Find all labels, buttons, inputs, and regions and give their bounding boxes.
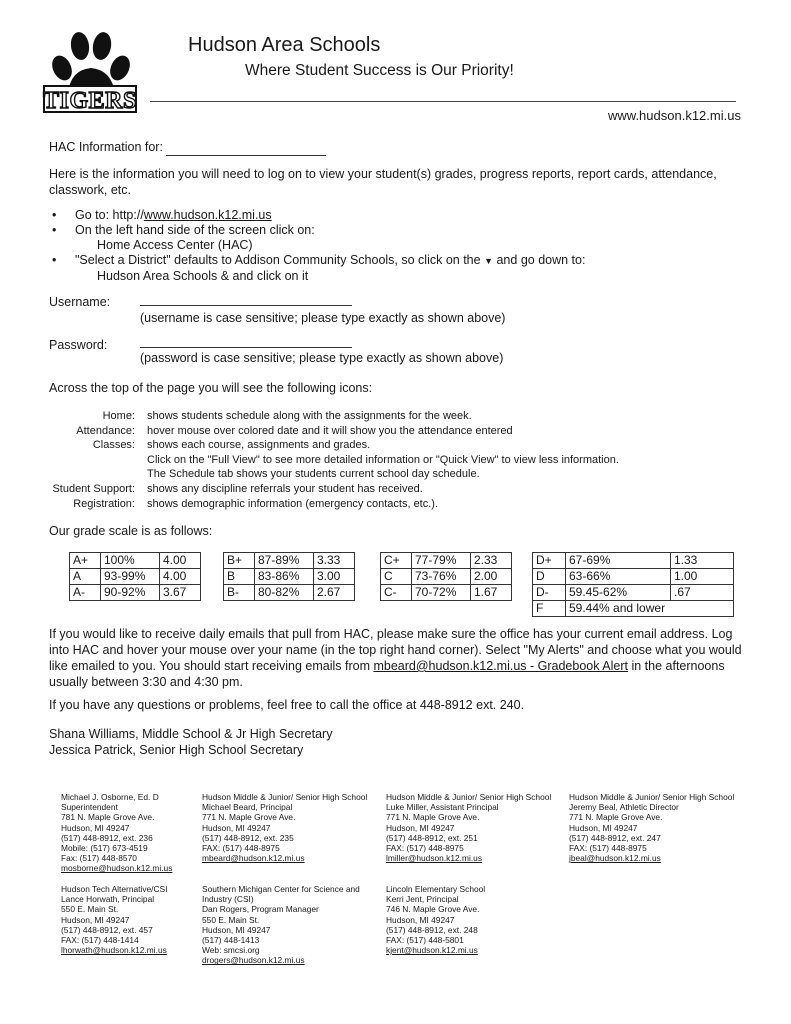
grade-letter: F <box>533 601 566 617</box>
grade-range: 90-92% <box>101 585 160 601</box>
icon-desc: shows any discipline referrals your student has received. <box>147 482 423 495</box>
contact-line: Web: smcsi.org <box>202 945 260 956</box>
signature-block <box>49 726 332 758</box>
dropdown-arrow-icon: ▼ <box>484 256 493 266</box>
hac-info-label: HAC Information for: <box>49 140 163 154</box>
grade-points: .67 <box>671 585 734 601</box>
grade-range: 100% <box>101 553 160 569</box>
school-name-title: Hudson Area Schools <box>188 34 381 56</box>
grade-letter: A+ <box>70 553 101 569</box>
grade-range: 67-69% <box>566 553 671 569</box>
left-side-text: On the left hand side of the screen click on: <box>75 223 315 237</box>
password-note: (password is case sensitive; please type exactly as shown above) <box>140 351 504 365</box>
contact-line: Kerri Jent, Principal <box>386 894 459 905</box>
questions-paragraph: If you have any questions or problems, feel free to call the office at 448-8912 ext. 240. <box>49 698 525 712</box>
grade-letter: B- <box>224 585 255 601</box>
grade-points: 4.00 <box>160 553 201 569</box>
contact-line: Hudson Middle & Junior/ Senior High School <box>569 792 735 802</box>
contact-email-link[interactable]: mosborne@hudson.k12.mi.us <box>61 863 173 874</box>
contact-superintendent <box>61 792 201 874</box>
step-goto <box>49 208 585 223</box>
contact-line: 771 N. Maple Grove Ave. <box>569 812 663 823</box>
icon-row-student-support <box>49 482 619 497</box>
icons-intro: Across the top of the page you will see the following icons: <box>49 381 373 395</box>
grade-letter: A- <box>70 585 101 601</box>
grade-letter: A <box>70 569 101 585</box>
contact-line: Southern Michigan Center for Science and <box>202 884 360 894</box>
contact-line: Michael Beard, Principal <box>202 802 293 813</box>
contact-lhorwath <box>61 884 201 955</box>
contact-email-link[interactable]: kjent@hudson.k12.mi.us <box>386 945 478 956</box>
table-row <box>533 553 734 569</box>
grade-points: 1.33 <box>671 553 734 569</box>
contact-line: Mobile: (517) 673-4519 <box>61 843 148 854</box>
tagline: Where Student Success is Our Priority! <box>245 62 514 79</box>
grade-table-b <box>223 552 355 601</box>
grade-points: 1.00 <box>671 569 734 585</box>
contact-line: 771 N. Maple Grove Ave. <box>202 812 296 823</box>
icon-row-registration <box>49 497 619 512</box>
gradebook-alert-link[interactable]: mbeard@hudson.k12.mi.us - Gradebook Alert <box>373 659 628 673</box>
contact-line: (517) 448-8912, ext. 236 <box>61 832 153 843</box>
icon-desc: shows students schedule along with the assignments for the week. <box>147 410 472 422</box>
icon-label: Registration: <box>73 497 135 510</box>
contact-line: Hudson, MI 49247 <box>386 914 455 925</box>
grade-range: 93-99% <box>101 569 160 585</box>
contact-drogers <box>202 884 382 966</box>
contact-line: (517) 448-8912, ext. 235 <box>202 832 294 843</box>
hudson-link[interactable]: www.hudson.k12.mi.us <box>143 208 272 222</box>
grade-points: 2.33 <box>471 553 512 569</box>
contact-lmiller <box>386 792 566 863</box>
grade-scale-intro: Our grade scale is as follows: <box>49 524 213 538</box>
grade-table-d <box>532 552 734 617</box>
icon-row-classes <box>49 438 619 453</box>
table-row <box>381 553 512 569</box>
contact-email-link[interactable]: mbeard@hudson.k12.mi.us <box>202 853 305 864</box>
grade-points: 3.67 <box>160 585 201 601</box>
select-district-text-b: and go down to: <box>496 253 586 267</box>
contact-email-link[interactable]: drogers@hudson.k12.mi.us <box>202 955 305 966</box>
table-row <box>70 553 201 569</box>
grade-table-c <box>380 552 512 601</box>
grade-range: 70-72% <box>412 585 471 601</box>
grade-range: 63-66% <box>566 569 671 585</box>
tigers-logo <box>40 24 140 124</box>
grade-letter: C <box>381 569 412 585</box>
contact-email-link[interactable]: jbeal@hudson.k12.mi.us <box>569 853 661 864</box>
table-row <box>533 569 734 585</box>
signature-line: Shana Williams, Middle School & Jr High Secretary <box>49 727 333 741</box>
contact-line: Luke Miller, Assistant Principal <box>386 802 499 813</box>
icon-label <box>49 467 147 482</box>
contact-kjent <box>386 884 566 955</box>
grade-letter: C- <box>381 585 412 601</box>
icon-label: Home: <box>102 410 135 422</box>
grade-letter: B <box>224 569 255 585</box>
grade-points: 3.00 <box>314 569 355 585</box>
contact-line: 550 E. Main St. <box>61 904 119 915</box>
hac-info-blank <box>166 139 326 156</box>
table-row <box>70 569 201 585</box>
header-divider <box>150 101 736 102</box>
hac-info-for <box>49 139 326 156</box>
contact-line: Lance Horwath, Principal <box>61 894 155 905</box>
grade-letter: C+ <box>381 553 412 569</box>
grade-table-a <box>69 552 201 601</box>
hac-text: Home Access Center (HAC) <box>97 238 253 252</box>
contact-line: Industry (CSI) <box>202 894 254 905</box>
login-steps-list <box>49 208 585 284</box>
website-url[interactable]: www.hudson.k12.mi.us <box>608 108 741 123</box>
contact-line: (517) 448-8912, ext. 247 <box>569 832 661 843</box>
contact-line: Dan Rogers, Program Manager <box>202 904 319 915</box>
icon-label: Classes: <box>92 439 135 452</box>
contact-line: Hudson, MI 49247 <box>61 822 130 833</box>
logo-text: TIGERS <box>43 88 137 114</box>
grade-letter: D+ <box>533 553 566 569</box>
table-row <box>224 569 355 585</box>
signature-line: Jessica Patrick, Senior High School Secretary <box>49 743 304 757</box>
icon-label: Student Support: <box>52 482 135 495</box>
table-row <box>224 585 355 601</box>
contact-line: FAX: (517) 448-8975 <box>386 843 464 854</box>
grade-points: 3.33 <box>314 553 355 569</box>
step-select-district <box>49 253 585 284</box>
icon-label <box>49 453 147 468</box>
step-left-side <box>49 223 585 253</box>
contact-line: Hudson Middle & Junior/ Senior High School <box>386 792 552 802</box>
contact-line: Hudson, MI 49247 <box>386 822 455 833</box>
table-row <box>224 553 355 569</box>
grade-points: 4.00 <box>160 569 201 585</box>
contact-line: Michael J. Osborne, Ed. D <box>61 792 159 802</box>
table-row <box>381 569 512 585</box>
contact-line: (517) 448-1413 <box>202 935 260 946</box>
icons-description-list <box>49 409 619 511</box>
table-row <box>70 585 201 601</box>
grade-range: 80-82% <box>255 585 314 601</box>
icon-desc: shows demographic information (emergency contacts, etc.). <box>147 497 439 510</box>
email-text: If you would like to receive daily emails that pull from HAC, please make sure the office has your current email address. Log into HAC and hover your mouse over your name (in the top right hand corner). Select "My Alerts" and choose what you would like emailed to you. You should start receiving emails from <box>49 627 742 673</box>
icon-row-schedule <box>49 467 619 482</box>
contact-jbeal <box>569 792 749 863</box>
contact-mbeard <box>202 792 382 863</box>
contact-line: 746 N. Maple Grove Ave. <box>386 904 480 915</box>
grade-points: 2.00 <box>471 569 512 585</box>
password-label: Password: <box>49 338 108 352</box>
intro-paragraph: Here is the information you will need to log on to view your student(s) grades, progress reports, report cards, attendance, classwork, etc. <box>49 167 717 197</box>
email-alerts-paragraph <box>49 626 755 690</box>
contact-line: 781 N. Maple Grove Ave. <box>61 812 155 823</box>
contact-line: 550 E. Main St. <box>202 914 260 925</box>
grade-range: 73-76% <box>412 569 471 585</box>
grade-range: 77-79% <box>412 553 471 569</box>
email-text-end: in the afternoons usually between 3:30 and 4:30 pm. <box>49 659 725 689</box>
table-row <box>533 585 734 601</box>
password-line <box>140 347 352 348</box>
contact-line: Fax: (517) 448-8570 <box>61 853 137 864</box>
contact-line: FAX: (517) 448-5801 <box>386 935 464 946</box>
contact-email-link[interactable]: lhorwath@hudson.k12.mi.us <box>61 945 167 956</box>
contact-line: Jeremy Beal, Athletic Director <box>569 802 679 813</box>
contact-line: Hudson, MI 49247 <box>202 822 271 833</box>
contact-line: Hudson, MI 49247 <box>202 924 271 935</box>
contact-line: FAX: (517) 448-1414 <box>61 935 139 946</box>
grade-letter: D <box>533 569 566 585</box>
contact-line: 771 N. Maple Grove Ave. <box>386 812 480 823</box>
icon-label: Attendance: <box>76 424 135 437</box>
username-note: (username is case sensitive; please type exactly as shown above) <box>140 311 506 325</box>
district-choice: Hudson Area Schools & and click on it <box>97 269 309 283</box>
contact-line: Hudson, MI 49247 <box>569 822 638 833</box>
grade-letter: B+ <box>224 553 255 569</box>
username-label: Username: <box>49 295 111 309</box>
icon-row-home <box>49 409 619 424</box>
paw-print-icon <box>40 24 140 124</box>
goto-prefix: Go to: http:// <box>75 208 144 222</box>
select-district-text: "Select a District" defaults to Addison Community Schools, so click on the <box>75 253 481 267</box>
grade-range: 83-86% <box>255 569 314 585</box>
username-line <box>140 305 352 306</box>
grade-range: 59.44% and lower <box>566 601 734 617</box>
table-row <box>533 601 734 617</box>
contact-line: Hudson Tech Alternative/CSI <box>61 884 168 894</box>
icon-desc: hover mouse over colored date and it will show you the attendance entered <box>147 424 513 437</box>
grade-points: 2.67 <box>314 585 355 601</box>
grade-letter: D- <box>533 585 566 601</box>
grade-range: 87-89% <box>255 553 314 569</box>
contact-line: (517) 448-8912, ext. 457 <box>61 924 153 935</box>
contact-line: Hudson Middle & Junior/ Senior High School <box>202 792 368 802</box>
icon-row-full-view <box>49 453 619 468</box>
grade-points: 1.67 <box>471 585 512 601</box>
contact-email-link[interactable]: lmiller@hudson.k12.mi.us <box>386 853 483 864</box>
table-row <box>381 585 512 601</box>
icon-desc: Click on the "Full View" to see more detailed information or "Quick View" to view less information. <box>147 453 619 466</box>
contact-line: (517) 448-8912, ext. 251 <box>386 832 478 843</box>
contact-line: FAX: (517) 448-8975 <box>202 843 280 854</box>
icon-row-attendance <box>49 424 619 439</box>
icon-desc: shows each course, assignments and grades. <box>147 439 371 452</box>
contact-line: (517) 448-8912, ext. 248 <box>386 924 478 935</box>
icon-desc: The Schedule tab shows your students current school day schedule. <box>147 468 480 481</box>
contact-line: Hudson, MI 49247 <box>61 914 130 925</box>
grade-range: 59.45-62% <box>566 585 671 601</box>
contact-line: FAX: (517) 448-8975 <box>569 843 647 854</box>
contact-line: Lincoln Elementary School <box>386 884 486 894</box>
contact-line: Superintendent <box>61 802 118 813</box>
